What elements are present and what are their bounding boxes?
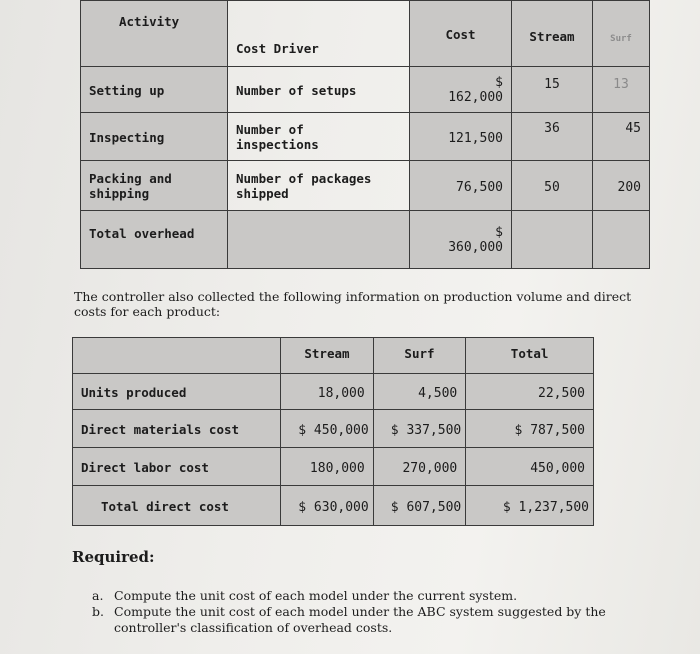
overhead-header-row xyxy=(81,1,650,67)
question-text: Compute the unit cost of each model under the current system. xyxy=(114,588,518,603)
header-blank xyxy=(73,338,281,374)
surf-value: $ 337,500 xyxy=(373,410,466,448)
overhead-row-setting-up xyxy=(81,67,650,113)
header-activity: Activity xyxy=(81,1,228,67)
question-text: Compute the unit cost of each model under the ABC system suggested by the controller's classification of overhead costs. xyxy=(114,604,606,635)
total-value: $ 1,237,500 xyxy=(466,486,594,526)
surf-value: $ 607,500 xyxy=(373,486,466,526)
total-cost-cell: $ 360,000 xyxy=(410,211,512,269)
required-list xyxy=(92,588,672,636)
question-letter: b. xyxy=(92,604,104,619)
total-driver-cell xyxy=(228,211,410,269)
surf-cell: 13 xyxy=(593,67,650,113)
stream-value: 180,000 xyxy=(281,448,374,486)
surf-cell: 200 xyxy=(593,161,650,211)
production-row-materials xyxy=(73,410,594,448)
stream-value: $ 630,000 xyxy=(281,486,374,526)
header-surf: Surf xyxy=(593,1,650,67)
surf-value: 270,000 xyxy=(373,448,466,486)
row-label: Total direct cost xyxy=(73,486,281,526)
stream-cell: 36 xyxy=(512,113,593,161)
stream-cell: 50 xyxy=(512,161,593,211)
total-value: 22,500 xyxy=(466,374,594,410)
activity-cell: Packing and shipping xyxy=(81,161,228,211)
header-stream: Stream xyxy=(512,1,593,67)
total-value: 450,000 xyxy=(466,448,594,486)
cost-cell: 121,500 xyxy=(410,113,512,161)
header-stream: Stream xyxy=(281,338,374,374)
row-label: Units produced xyxy=(73,374,281,410)
header-total: Total xyxy=(466,338,594,374)
driver-cell: Number of inspections xyxy=(228,113,410,161)
required-heading: Required: xyxy=(72,548,155,566)
overhead-row-total xyxy=(81,211,650,269)
driver-cell: Number of packages shipped xyxy=(228,161,410,211)
header-cost: Cost xyxy=(410,1,512,67)
production-row-labor xyxy=(73,448,594,486)
cost-cell: 76,500 xyxy=(410,161,512,211)
activity-cell: Inspecting xyxy=(81,113,228,161)
stream-value: $ 450,000 xyxy=(281,410,374,448)
header-cost-driver: Cost Driver xyxy=(228,1,410,67)
row-label: Direct materials cost xyxy=(73,410,281,448)
question-letter: a. xyxy=(92,588,104,603)
surf-cell: 45 xyxy=(593,113,650,161)
driver-cell: Number of setups xyxy=(228,67,410,113)
surf-value: 4,500 xyxy=(373,374,466,410)
production-row-total xyxy=(73,486,594,526)
question-a xyxy=(92,588,672,604)
overhead-row-inspecting xyxy=(81,113,650,161)
activity-cell: Setting up xyxy=(81,67,228,113)
cost-cell: $ 162,000 xyxy=(410,67,512,113)
total-surf-cell xyxy=(593,211,650,269)
production-table xyxy=(72,337,594,526)
overhead-row-packing xyxy=(81,161,650,211)
production-row-units xyxy=(73,374,594,410)
total-label-cell: Total overhead xyxy=(81,211,228,269)
header-surf: Surf xyxy=(373,338,466,374)
stream-cell: 15 xyxy=(512,67,593,113)
production-header-row xyxy=(73,338,594,374)
stream-value: 18,000 xyxy=(281,374,374,410)
total-value: $ 787,500 xyxy=(466,410,594,448)
question-b xyxy=(92,604,672,636)
row-label: Direct labor cost xyxy=(73,448,281,486)
total-stream-cell xyxy=(512,211,593,269)
intro-paragraph: The controller also collected the following information on production volume and direct costs for each product: xyxy=(74,289,632,319)
overhead-table xyxy=(80,0,650,269)
